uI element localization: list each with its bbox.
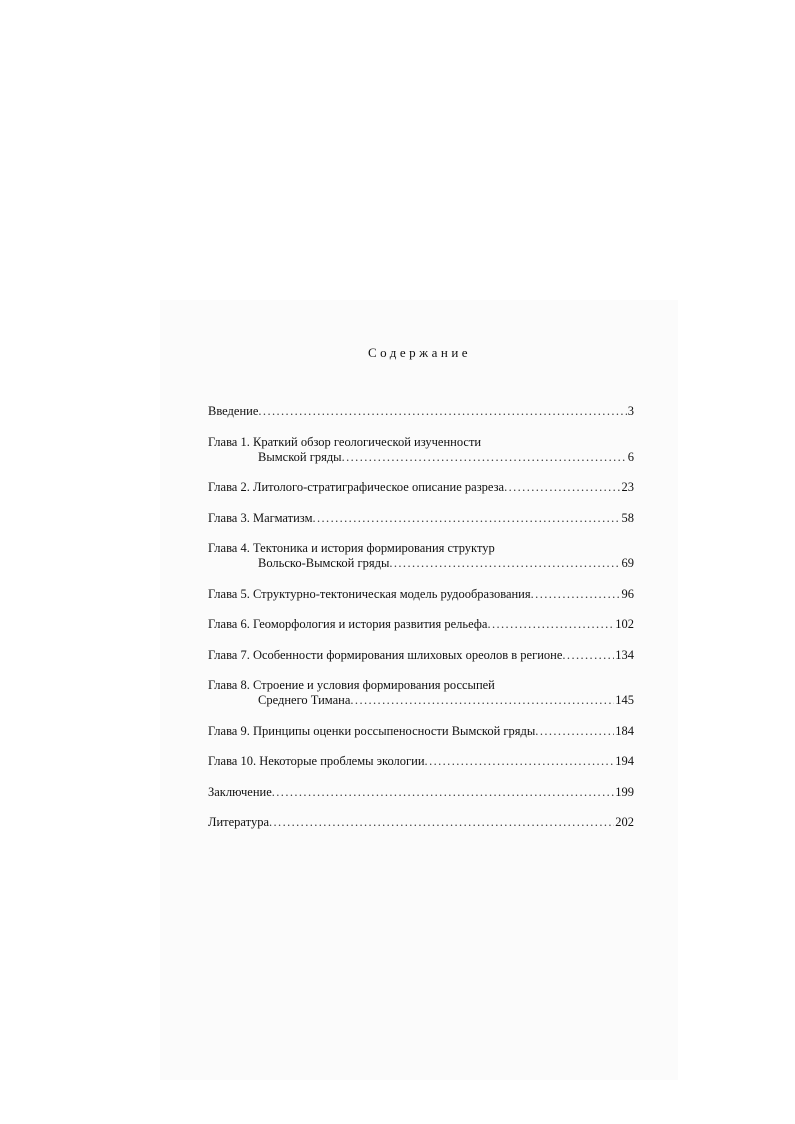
toc-entry-text: Глава 6. Геоморфология и история развития рельефа bbox=[208, 617, 488, 631]
toc-entry-text: Заключение bbox=[208, 784, 272, 799]
dot-leader bbox=[535, 724, 614, 739]
toc-page-number: 102 bbox=[615, 617, 634, 631]
dot-leader bbox=[389, 556, 620, 571]
toc-page-number: 134 bbox=[615, 647, 634, 662]
toc-page-number: 69 bbox=[621, 556, 634, 570]
dot-leader bbox=[342, 450, 627, 465]
dot-leader bbox=[272, 785, 615, 800]
dot-leader bbox=[531, 587, 621, 602]
toc-entry-chapter-1 bbox=[208, 435, 634, 465]
toc-entry-text: Глава 7. Особенности формирования шлиховых ореолов в регионе bbox=[208, 647, 563, 662]
toc-entry-text: Глава 8. Строение и условия формирования россыпей bbox=[208, 678, 495, 692]
toc-page-number: 96 bbox=[621, 586, 634, 601]
dot-leader bbox=[487, 617, 614, 632]
toc-entry-text-continued: Среднего Тимана bbox=[258, 693, 351, 707]
toc-entry-chapter-10 bbox=[208, 754, 634, 769]
toc-entry-text: Глава 3. Магматизм bbox=[208, 510, 313, 525]
dot-leader bbox=[350, 693, 614, 708]
toc-entry-chapter-2 bbox=[208, 480, 634, 495]
toc-entry-chapter-4 bbox=[208, 541, 634, 571]
toc-entry-chapter-8 bbox=[208, 678, 634, 708]
toc-entry-text: Глава 5. Структурно-тектоническая модель рудообразования bbox=[208, 586, 531, 601]
toc-title: Содержание bbox=[367, 345, 472, 360]
toc-entry-chapter-5 bbox=[208, 587, 634, 602]
toc-entry-text: Введение bbox=[208, 404, 259, 418]
toc-entry-text: Глава 1. Краткий обзор геологической изученности bbox=[208, 434, 482, 449]
toc-entry-chapter-3 bbox=[208, 511, 634, 526]
toc-entry-chapter-7 bbox=[208, 648, 634, 663]
toc-entry-text-continued: Вымской гряды bbox=[258, 449, 342, 464]
toc-entry-chapter-6 bbox=[208, 617, 634, 632]
toc-page-number: 145 bbox=[615, 693, 634, 707]
toc-entry-text: Литература bbox=[208, 815, 269, 829]
toc-entry-references bbox=[208, 815, 634, 830]
toc-page-number: 184 bbox=[615, 723, 634, 738]
toc-entry-conclusion bbox=[208, 785, 634, 800]
toc-page-number: 3 bbox=[627, 404, 634, 418]
toc-page-number: 6 bbox=[627, 449, 634, 464]
toc-page-number: 199 bbox=[615, 784, 634, 799]
toc-page-number: 58 bbox=[621, 510, 634, 525]
toc-entry-chapter-9 bbox=[208, 724, 634, 739]
dot-leader bbox=[258, 404, 626, 419]
toc-entry-text: Глава 4. Тектоника и история формирования структур bbox=[208, 541, 495, 555]
toc-entry-text: Глава 2. Литолого-стратиграфическое описание разреза bbox=[208, 480, 505, 494]
toc-page-number: 23 bbox=[621, 480, 634, 494]
dot-leader bbox=[312, 511, 620, 526]
toc-page-number: 202 bbox=[615, 815, 634, 829]
dot-leader bbox=[504, 480, 620, 495]
toc-entry-text: Глава 10. Некоторые проблемы экологии bbox=[208, 754, 425, 768]
dot-leader bbox=[269, 815, 614, 830]
toc-page-number: 194 bbox=[615, 754, 634, 768]
toc-entry-introduction bbox=[208, 404, 634, 419]
toc-entry-text-continued: Вольско-Вымской гряды bbox=[258, 556, 390, 570]
dot-leader bbox=[562, 648, 614, 663]
dot-leader bbox=[425, 754, 615, 769]
toc-entry-text: Глава 9. Принципы оценки россыпеносности Вымской гряды bbox=[208, 723, 536, 738]
table-of-contents bbox=[208, 404, 634, 846]
